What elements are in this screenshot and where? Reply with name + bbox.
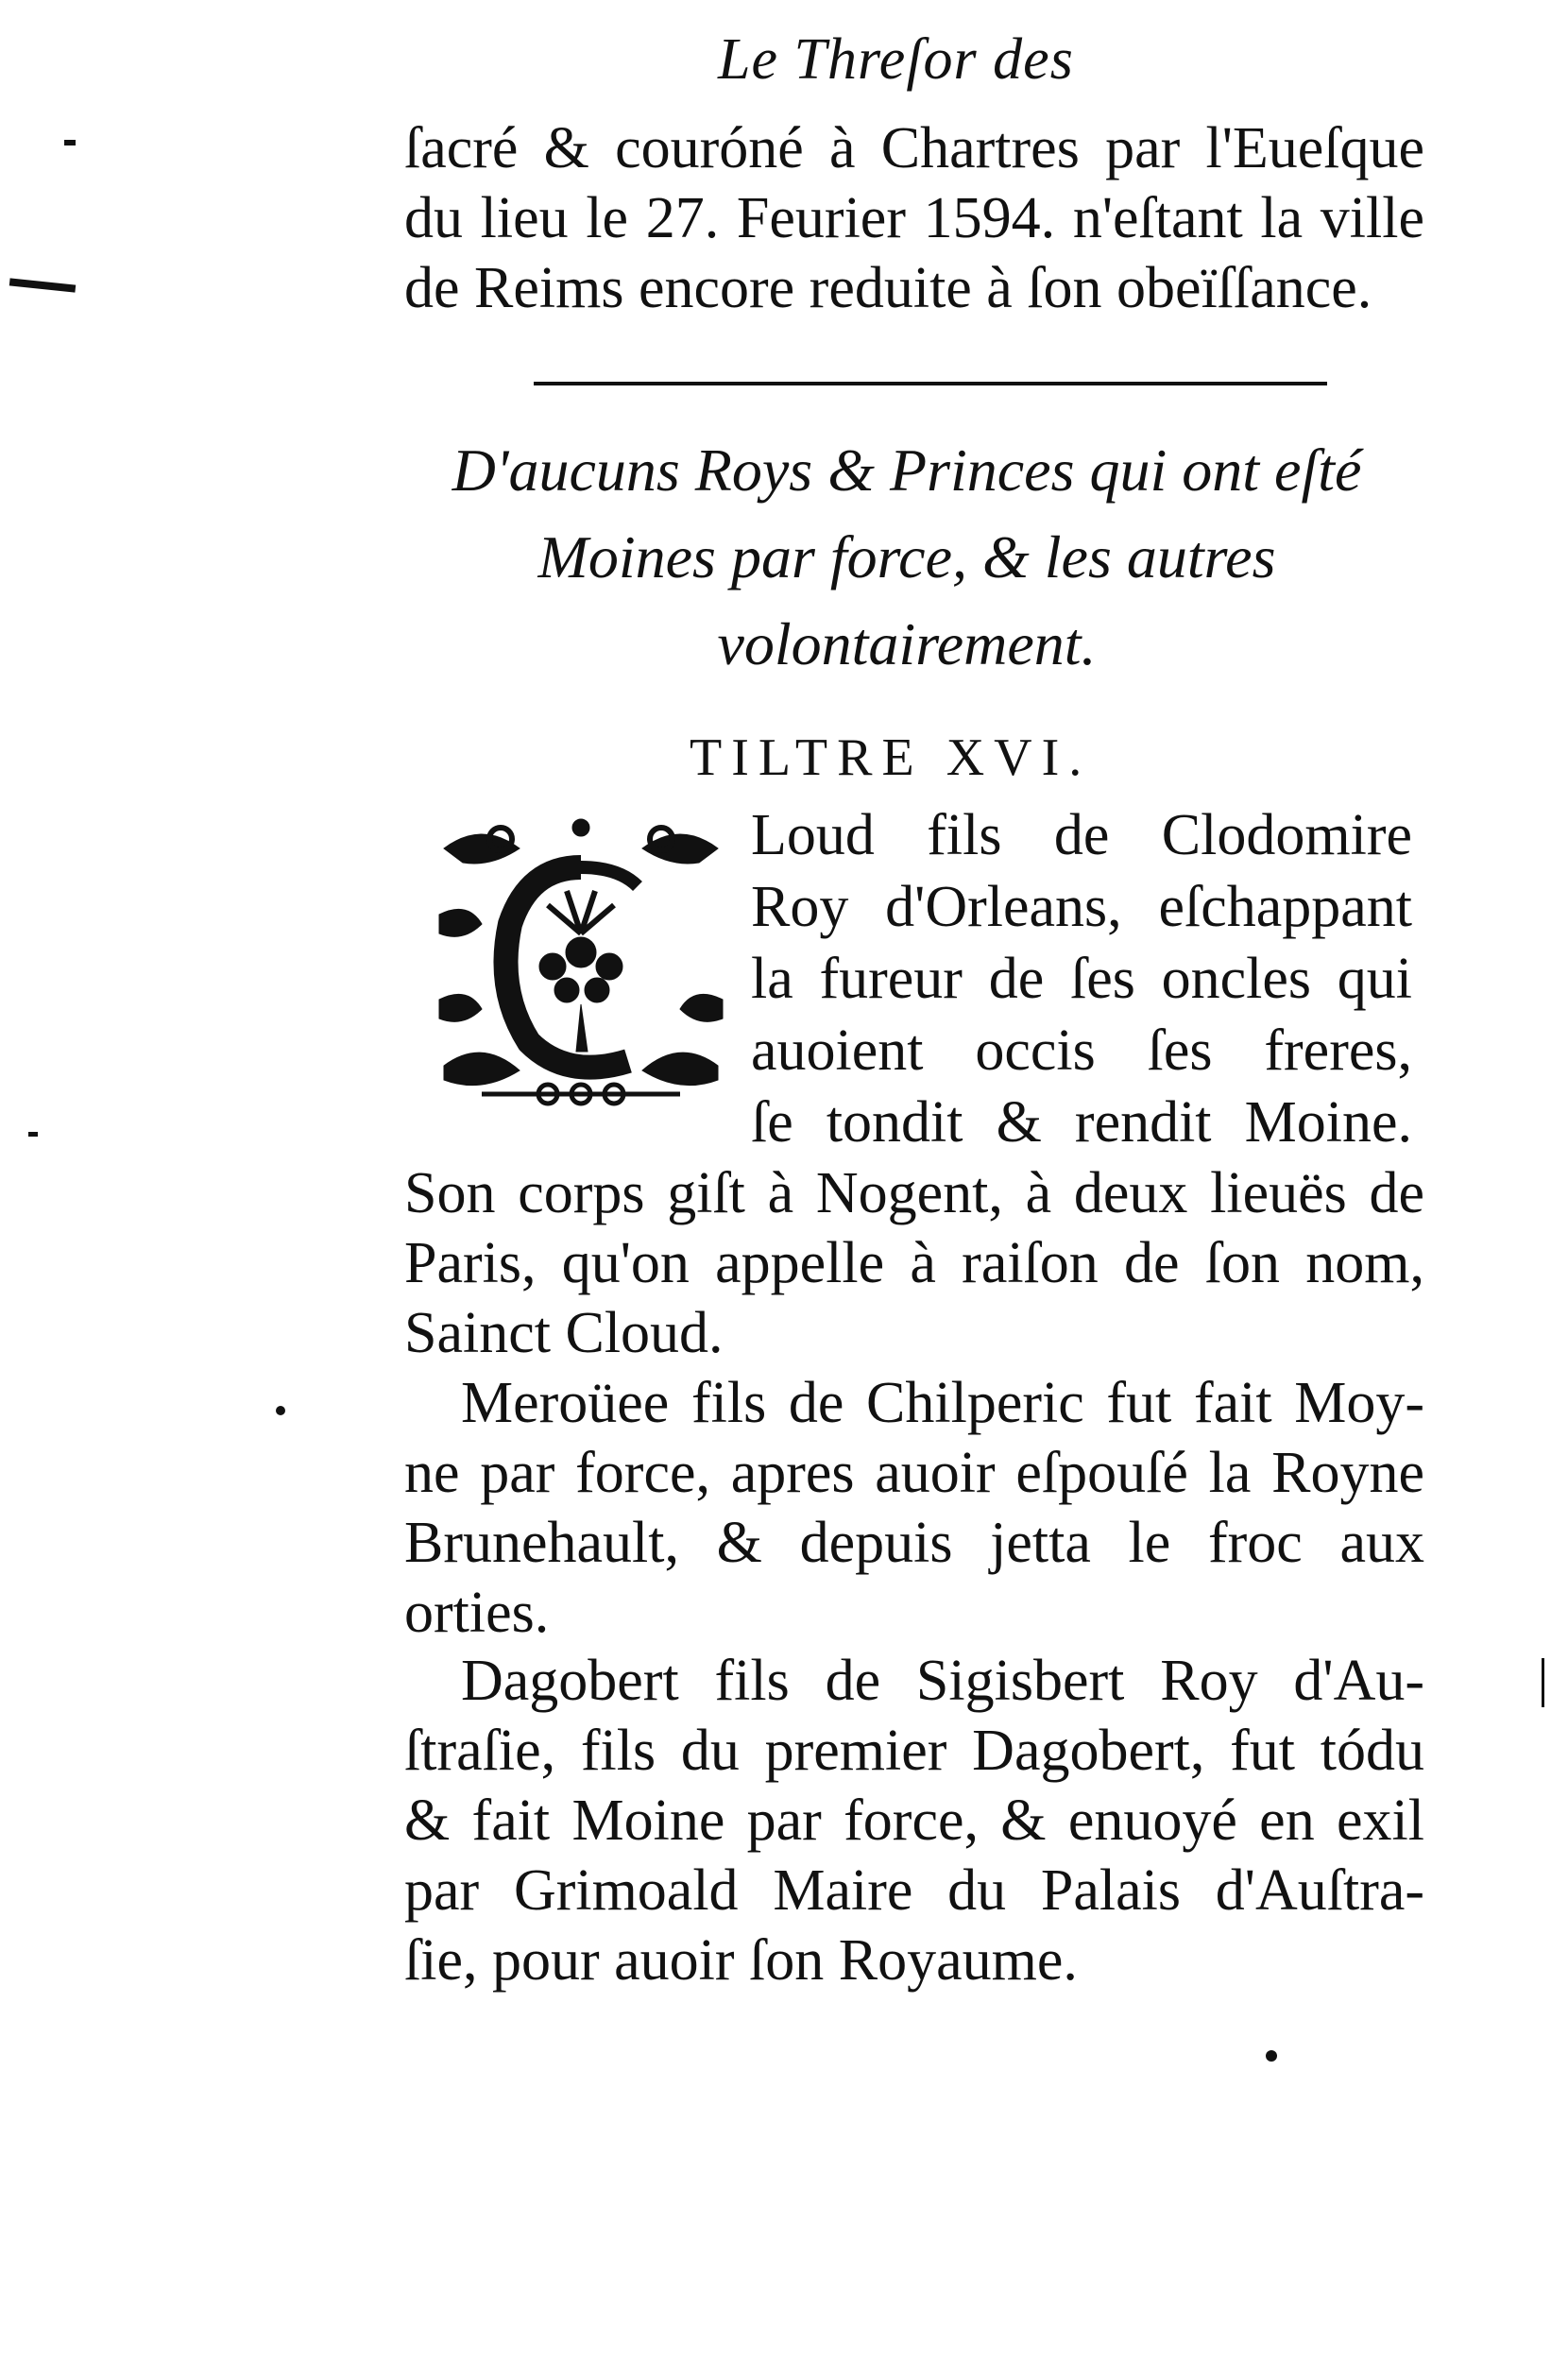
paragraph-3: [404, 1646, 1424, 1995]
text-line: Roy d'Orleans, eſchappant: [751, 875, 1412, 939]
margin-dot-mark: [1266, 2050, 1277, 2062]
paragraph-1-beside-initial: [751, 799, 1412, 1158]
text-line: Brunehault, & depuis jetta le froc aux: [404, 1511, 1424, 1575]
paragraph-1-continued: [404, 1158, 1424, 1368]
text-line: & fait Moine par force, & enuoyé en exil: [404, 1789, 1424, 1853]
margin-dot-mark: [64, 140, 76, 145]
text-line: la fureur de ſes oncles qui: [751, 947, 1412, 1011]
margin-dot-mark: [276, 1406, 285, 1415]
text-line: auoient occis ſes freres,: [751, 1018, 1412, 1083]
running-head: Le Threſor des: [718, 27, 1074, 92]
text-line: du lieu le 27. Feurier 1594. n'eſtant la ville: [404, 186, 1424, 250]
paragraph-2: [404, 1368, 1424, 1648]
chapter-title-line: D'aucuns Roys & Princes qui ont eſté: [452, 436, 1362, 504]
chapter-title: [378, 427, 1436, 688]
text-line: Sainct Cloud.: [404, 1301, 724, 1365]
text-line: ſacré & couróné à Chartres par l'Eueſque: [404, 116, 1424, 180]
margin-dot-mark: [28, 1132, 38, 1137]
text-line: Son corps giſt à Nogent, à deux lieuës de: [404, 1161, 1424, 1225]
margin-line-mark: [1542, 1658, 1544, 1707]
chapter-number: TILTRE XVI.: [690, 728, 1092, 787]
section-rule: [534, 382, 1327, 385]
text-line: Loud fils de Clodomire: [751, 803, 1412, 867]
text-line: ſie, pour auoir ſon Royaume.: [404, 1928, 1078, 1993]
text-line: orties.: [404, 1581, 550, 1645]
text-line: Paris, qu'on appelle à raiſon de ſon nom,: [404, 1231, 1424, 1295]
chapter-title-line: volontairement.: [717, 610, 1097, 677]
opening-text: [404, 113, 1424, 323]
text-line: de Reims encore reduite à ſon obeïſſance.: [404, 256, 1372, 320]
margin-stroke-mark: [9, 278, 76, 292]
text-line: Meroüee fils de Chilperic fut fait Moy-: [461, 1371, 1424, 1435]
text-line: ſtraſie, fils du premier Dagobert, fut tódu: [404, 1719, 1424, 1783]
chapter-title-line: Moines par force, & les autres: [537, 523, 1276, 590]
decorated-initial: [425, 811, 737, 1122]
text-line: ſe tondit & rendit Moine.: [751, 1090, 1412, 1155]
text-line: ne par force, apres auoir eſpouſé la Royne: [404, 1441, 1424, 1505]
text-line: par Grimoald Maire du Palais d'Auſtra-: [404, 1858, 1424, 1923]
text-line: Dagobert fils de Sigisbert Roy d'Au-: [461, 1649, 1424, 1713]
